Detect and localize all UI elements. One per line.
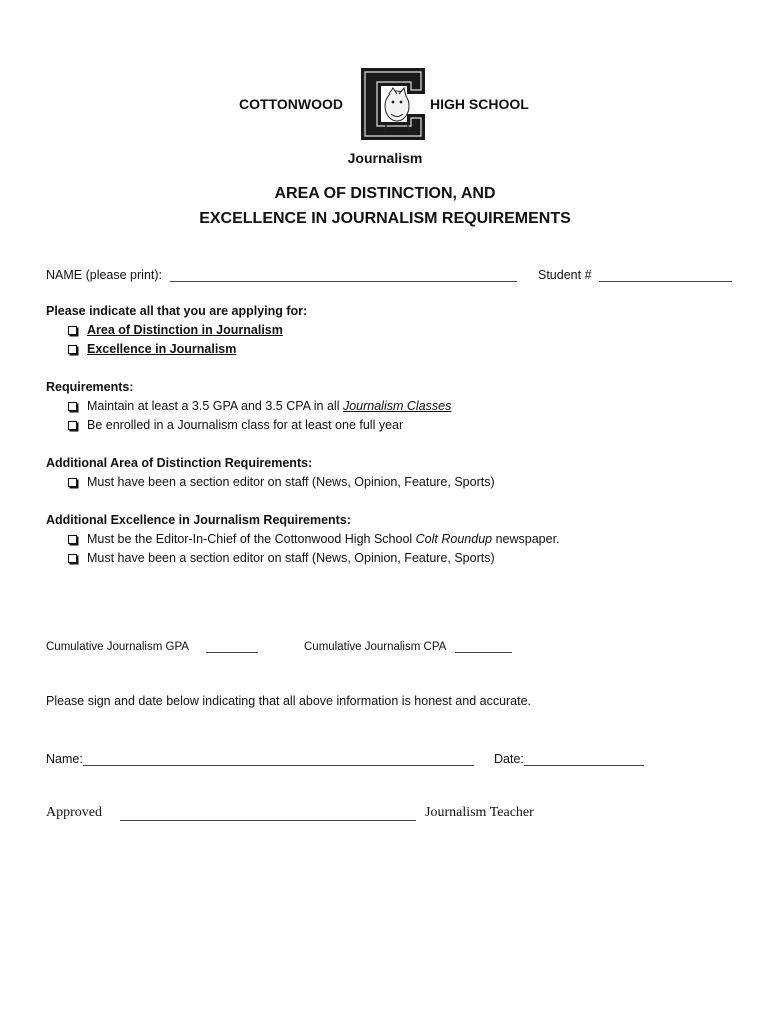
cpa-label: Cumulative Journalism CPA	[304, 641, 446, 653]
newspaper-name: Colt Roundup	[415, 532, 493, 546]
eic-text-prefix: Must be the Editor-In-Chief of the Cottonwood High School	[87, 532, 416, 546]
checkbox-dist-editor[interactable]	[68, 478, 77, 487]
name-print-field[interactable]	[170, 267, 517, 282]
school-name-left: COTTONWOOD	[239, 96, 343, 112]
distinction-requirement-text: Must have been a section editor on staff (News, Opinion, Feature, Sports)	[87, 475, 495, 489]
gpa-row	[46, 638, 258, 653]
name-print-label: NAME (please print):	[46, 268, 163, 282]
name-print-row	[46, 267, 517, 282]
requirement-gpa	[68, 399, 451, 413]
approved-label: Approved	[46, 805, 102, 820]
approval-signature-field[interactable]	[120, 805, 416, 821]
option-distinction[interactable]	[68, 323, 283, 337]
signature-name-label: Name:	[46, 752, 83, 766]
option-excellence-label: Excellence in Journalism	[87, 342, 237, 356]
signature-name-row	[46, 751, 474, 766]
page-title-line2: EXCELLENCE IN JOURNALISM REQUIREMENTS	[199, 210, 571, 227]
page-title-line1: AREA OF DISTINCTION, AND	[274, 185, 496, 202]
option-excellence[interactable]	[68, 342, 236, 356]
school-logo	[357, 64, 429, 144]
department-title: Journalism	[347, 150, 423, 166]
requirement-enrolled-text: Be enrolled in a Journalism class for at least one full year	[87, 418, 404, 432]
cpa-field[interactable]	[455, 638, 512, 653]
checkbox-exc-editor[interactable]	[68, 554, 77, 563]
excellence-requirement-eic	[68, 532, 560, 546]
requirement-enrolled	[68, 418, 403, 432]
checkbox-req-enrolled[interactable]	[68, 421, 77, 430]
signature-name-field[interactable]	[83, 751, 474, 766]
excellence-editor-text: Must have been a section editor on staff (News, Opinion, Feature, Sports)	[87, 551, 495, 565]
distinction-heading: Additional Area of Distinction Requirements:	[46, 456, 313, 470]
student-number-field[interactable]	[599, 267, 732, 282]
gpa-field[interactable]	[206, 638, 258, 653]
sign-statement: Please sign and date below indicating that all above information is honest and accurate.	[46, 694, 532, 708]
checkbox-excellence[interactable]	[68, 345, 77, 354]
student-number-label: Student #	[538, 268, 592, 282]
checkbox-distinction[interactable]	[68, 326, 77, 335]
student-number-row	[538, 267, 732, 282]
distinction-requirement	[68, 475, 495, 489]
date-label: Date:	[494, 752, 524, 766]
eic-text-suffix: newspaper.	[492, 532, 560, 546]
option-distinction-label: Area of Distinction in Journalism	[87, 323, 283, 337]
checkbox-req-gpa[interactable]	[68, 402, 77, 411]
date-row	[494, 751, 644, 766]
checkbox-exc-eic[interactable]	[68, 535, 77, 544]
date-field[interactable]	[524, 751, 644, 766]
excellence-requirement-editor	[68, 551, 495, 565]
requirements-heading: Requirements:	[46, 380, 134, 394]
teacher-label: Journalism Teacher	[425, 805, 534, 820]
applying-heading: Please indicate all that you are applying for:	[46, 304, 308, 318]
approved-row	[46, 805, 534, 821]
journalism-classes-text: Journalism Classes	[342, 399, 452, 413]
gpa-label: Cumulative Journalism GPA	[46, 641, 189, 653]
excellence-heading: Additional Excellence in Journalism Requirements:	[46, 513, 351, 527]
cpa-row	[304, 638, 512, 653]
school-name-right: HIGH SCHOOL	[430, 96, 529, 112]
requirement-gpa-text: Maintain at least a 3.5 GPA and 3.5 CPA in all	[87, 399, 343, 413]
